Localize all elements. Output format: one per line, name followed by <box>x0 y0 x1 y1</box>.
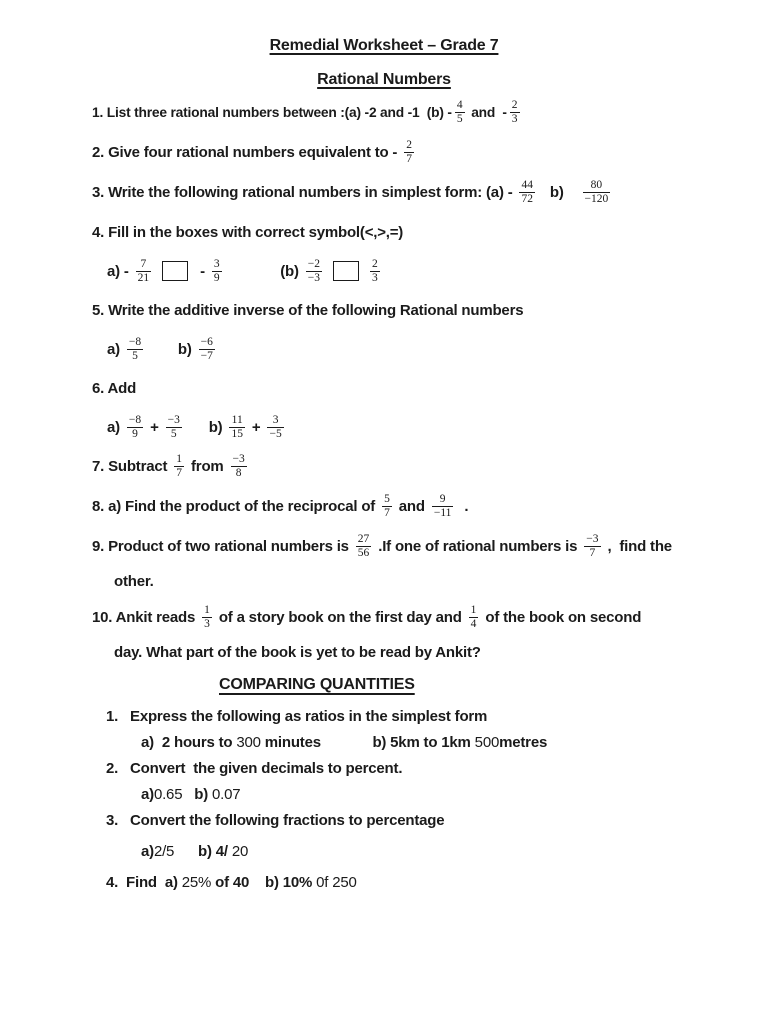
fraction <box>166 414 182 441</box>
text-run <box>185 419 209 436</box>
text-run: b) <box>208 418 227 436</box>
fraction-numerator: 2 <box>511 98 518 111</box>
number-run: 25% <box>181 873 212 891</box>
fraction-denominator: 9 <box>132 427 138 440</box>
fraction-numerator: 27 <box>357 532 370 545</box>
worksheet-line <box>0 446 768 486</box>
worksheet-line <box>0 566 768 597</box>
text-run: day. What part of the book is yet to be read by Ankit? <box>114 644 481 661</box>
text-run: 10. Ankit reads <box>92 608 200 626</box>
text-run: b) <box>182 785 212 803</box>
fraction <box>510 99 520 126</box>
text-run: of the book on second <box>481 608 642 626</box>
worksheet-line <box>0 730 768 754</box>
worksheet-line <box>0 806 768 834</box>
number-run: 0.65 <box>153 785 183 803</box>
rational-numbers-section <box>0 92 768 668</box>
worksheet-line <box>0 486 768 526</box>
text-run: a) <box>141 785 154 803</box>
fraction-denominator: 5 <box>170 427 177 440</box>
text-run: + <box>247 418 265 436</box>
fraction <box>136 258 152 285</box>
text-run: (b) <box>280 262 303 280</box>
text-run: 1. List three rational numbers between :(a) -2 and -1 (b) - <box>92 104 452 120</box>
fraction-numerator: −3 <box>232 452 245 465</box>
fraction-denominator: 72 <box>521 192 533 205</box>
fraction-denominator: 7 <box>176 466 183 479</box>
fraction-denominator: 9 <box>213 271 220 284</box>
worksheet-line <box>0 637 768 668</box>
text-run: a) <box>107 418 124 436</box>
fraction <box>127 336 143 363</box>
fraction-numerator: 4 <box>456 98 463 111</box>
fraction-numerator: 7 <box>136 258 152 272</box>
fraction-denominator: −11 <box>433 506 452 519</box>
fraction-denominator: −120 <box>584 192 609 205</box>
fraction <box>469 604 479 631</box>
fraction <box>382 493 392 520</box>
worksheet-line <box>0 597 768 637</box>
fraction-denominator: 3 <box>511 112 518 125</box>
fraction <box>127 414 143 441</box>
fraction-denominator: 5 <box>132 349 138 362</box>
worksheet-line <box>0 330 768 368</box>
fraction-numerator: −6 <box>200 335 213 348</box>
text-run: 2. Convert the given decimals to percent. <box>106 759 403 777</box>
worksheet-line <box>0 782 768 806</box>
fraction <box>519 179 535 206</box>
text-run: 4. Find a) <box>106 873 182 891</box>
text-run: of a story book on the first day and <box>214 608 466 626</box>
text-run: a) <box>107 340 124 358</box>
fraction <box>455 99 465 126</box>
worksheet-line <box>0 526 768 566</box>
fraction-numerator: −3 <box>586 532 599 545</box>
text-run: 3. Convert the following fractions to percentage <box>106 811 445 829</box>
text-run: 3. Write the following rational numbers in simplest form: (a) - <box>92 183 517 201</box>
text-run <box>146 341 178 358</box>
fraction <box>432 493 454 520</box>
fraction <box>267 414 283 441</box>
fraction-numerator: 2 <box>371 257 378 270</box>
text-run: , find the <box>603 537 672 555</box>
fraction-denominator: −3 <box>307 271 320 284</box>
fraction-numerator: 80 <box>583 179 611 193</box>
fraction-numerator: 5 <box>384 492 390 505</box>
worksheet-line <box>0 368 768 408</box>
text-run: of 40 b) 10% <box>211 873 317 891</box>
number-run: 20 <box>231 842 249 860</box>
text-run: b) <box>177 340 196 358</box>
section-heading-comparing-quantities: COMPARING QUANTITIES <box>219 676 415 693</box>
worksheet-line <box>0 868 768 896</box>
fraction-numerator: 3 <box>267 414 283 428</box>
worksheet-line <box>0 132 768 172</box>
fraction-denominator: 56 <box>357 546 370 559</box>
fraction-numerator: 44 <box>521 178 533 191</box>
fraction-numerator: 2 <box>406 138 412 151</box>
text-run: + <box>146 418 163 436</box>
worksheet-line <box>0 702 768 730</box>
answer-box <box>333 261 359 281</box>
fraction <box>202 604 212 631</box>
fraction <box>404 139 414 166</box>
text-run: .If one of rational numbers is <box>374 537 582 555</box>
fraction-denominator: 4 <box>470 617 477 630</box>
fraction-numerator: 11 <box>229 414 245 428</box>
fraction-denominator: 7 <box>406 152 412 165</box>
worksheet-line <box>0 408 768 446</box>
worksheet-line <box>0 754 768 782</box>
text-run: b) 5km to 1km <box>372 733 475 751</box>
fraction <box>584 533 600 560</box>
fraction-numerator: 1 <box>204 603 210 616</box>
text-run: and <box>394 497 429 515</box>
worksheet-line <box>0 172 768 212</box>
fraction <box>199 336 215 363</box>
fraction-denominator: 7 <box>589 546 596 559</box>
comparing-quantities-section <box>0 702 768 896</box>
number-run: 0f 250 <box>316 873 357 891</box>
text-run: b) <box>537 183 580 201</box>
fraction <box>229 414 245 441</box>
text-run: . <box>456 497 469 515</box>
fraction-numerator: 1 <box>176 452 183 465</box>
worksheet-line <box>0 290 768 330</box>
fraction-denominator: 15 <box>231 427 243 440</box>
fraction-numerator: −8 <box>128 335 142 348</box>
fraction-denominator: 3 <box>204 617 210 630</box>
fraction-denominator: −5 <box>269 427 282 440</box>
worksheet-line <box>0 92 768 132</box>
text-run: other. <box>114 573 154 590</box>
fraction-denominator: 8 <box>235 466 242 479</box>
text-run: a) - <box>107 262 133 280</box>
text-run: and - <box>467 104 507 120</box>
fraction-denominator: 7 <box>384 506 390 519</box>
fraction-denominator: −7 <box>200 349 213 362</box>
worksheet-line <box>0 212 768 252</box>
text-run: 2. Give four rational numbers equivalent to - <box>92 143 402 161</box>
fraction <box>212 258 222 285</box>
text-run: from <box>187 457 228 475</box>
fraction <box>356 533 372 560</box>
text-run: 6. Add <box>92 379 137 397</box>
section-heading-rational-numbers: Rational Numbers <box>317 71 451 88</box>
page-title: Remedial Worksheet – Grade 7 <box>269 37 499 54</box>
answer-box <box>162 261 188 281</box>
fraction <box>231 453 247 480</box>
text-run: 9. Product of two rational numbers is <box>92 537 353 555</box>
text-run: 7. Subtract <box>92 457 172 475</box>
text-run: 8. a) Find the product of the reciprocal of <box>92 497 380 515</box>
text-run: a) 2 hours to <box>141 733 237 751</box>
fraction-numerator: 3 <box>213 257 220 270</box>
text-run: minutes <box>260 733 321 751</box>
fraction-numerator: 1 <box>470 603 477 616</box>
number-run: 2/5 <box>153 842 175 860</box>
fraction-numerator: −3 <box>167 413 180 426</box>
fraction <box>370 258 380 285</box>
fraction-numerator: −2 <box>307 257 320 270</box>
number-run: 0.07 <box>211 785 241 803</box>
text-run: 1. Express the following as ratios in the simplest form <box>106 707 488 725</box>
text-run: 5. Write the additive inverse of the following Rational numbers <box>92 301 524 319</box>
text-run: b) 4/ <box>174 842 232 860</box>
fraction-numerator: 9 <box>432 493 454 507</box>
text-run <box>225 263 281 280</box>
fraction <box>306 258 322 285</box>
fraction-denominator: 5 <box>456 112 463 125</box>
text-run: - <box>196 262 209 280</box>
worksheet-line <box>0 252 768 290</box>
worksheet-line <box>0 834 768 868</box>
fraction-denominator: 21 <box>137 271 150 284</box>
text-run: metres <box>499 733 548 751</box>
number-run: 300 <box>236 733 261 751</box>
fraction-denominator: 3 <box>371 271 378 284</box>
fraction <box>174 453 184 480</box>
fraction <box>583 179 611 206</box>
text-run: a) <box>141 842 154 860</box>
text-run: 4. Fill in the boxes with correct symbol(<,>,=) <box>92 223 404 241</box>
fraction-numerator: −8 <box>128 413 142 426</box>
text-run <box>321 734 373 751</box>
number-run: 500 <box>474 733 500 751</box>
